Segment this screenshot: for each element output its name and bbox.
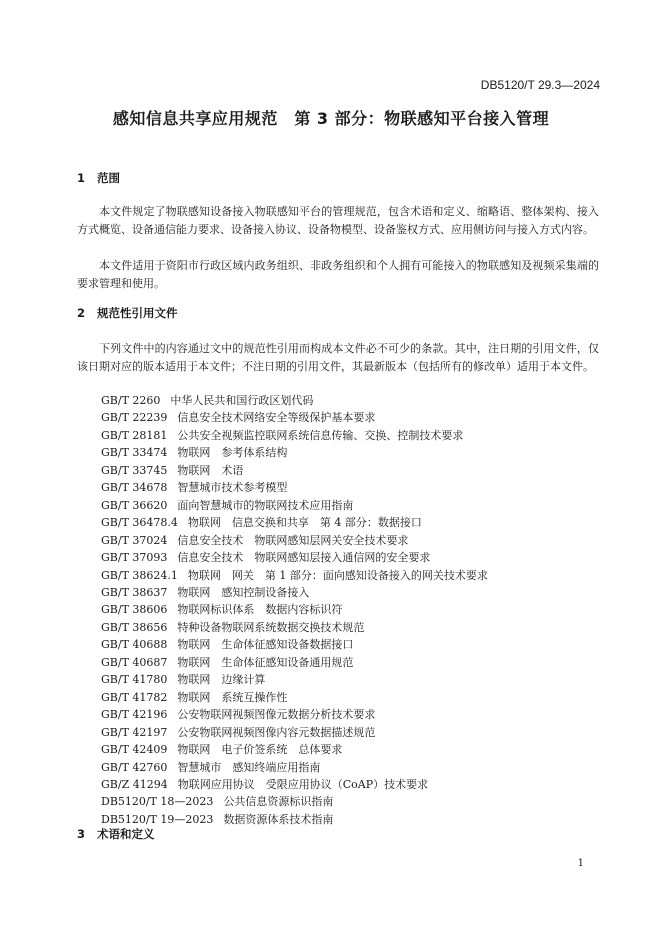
reference-item (101, 619, 488, 636)
reference-title: 物联网 参考体系结构 (177, 446, 288, 460)
reference-title: 公共安全视频监控联网系统信息传输、交换、控制技术要求 (177, 428, 464, 442)
section-heading-normative-references (77, 305, 178, 321)
standard-number: DB5120/T 29.3—2024 (480, 78, 600, 92)
section-number: 3 (77, 827, 86, 841)
document-title: 感知信息共享应用规范 第 3 部分：物联感知平台接入管理 (112, 109, 550, 128)
reference-item (101, 636, 488, 653)
reference-title: 物联网 术语 (177, 463, 244, 477)
reference-title: 物联网 感知控制设备接入 (177, 585, 310, 599)
reference-code: GB/T 40687 (101, 655, 168, 669)
reference-code: GB/T 22239 (101, 411, 168, 425)
section-heading-scope (77, 170, 120, 186)
reference-title: 信息安全技术 物联网感知层接入通信网的安全要求 (177, 551, 431, 565)
reference-item (101, 584, 488, 601)
reference-title: 物联网 生命体征感知设备数据接口 (177, 638, 354, 652)
reference-code: GB/T 28181 (101, 428, 168, 442)
reference-item (101, 654, 488, 671)
reference-code: GB/T 38624.1 (101, 568, 178, 582)
reference-item (101, 549, 488, 566)
reference-code: GB/T 42760 (101, 760, 168, 774)
reference-code: GB/T 42197 (101, 725, 168, 739)
section-title: 规范性引用文件 (97, 306, 178, 320)
reference-code: GB/T 34678 (101, 481, 168, 495)
reference-item (101, 671, 488, 688)
reference-title: 物联网 系统互操作性 (177, 690, 288, 704)
reference-code: GB/T 36620 (101, 498, 168, 512)
reference-code: GB/T 33745 (101, 463, 168, 477)
reference-code: GB/T 33474 (101, 446, 168, 460)
reference-title: 公安物联网视频图像元数据分析技术要求 (177, 708, 376, 722)
reference-item (101, 532, 488, 549)
reference-item (101, 776, 488, 793)
reference-title: 信息安全技术网络安全等级保护基本要求 (177, 411, 376, 425)
reference-item (101, 444, 488, 461)
reference-code: GB/T 37093 (101, 551, 168, 565)
reference-code: GB/T 42196 (101, 708, 168, 722)
reference-title: 信息安全技术 物联网感知层网关安全技术要求 (177, 533, 409, 547)
reference-item (101, 409, 488, 426)
reference-code: GB/T 37024 (101, 533, 168, 547)
reference-title: 中华人民共和国行政区划代码 (170, 394, 314, 407)
reference-title: 公安物联网视频图像内容元数据描述规范 (177, 725, 376, 739)
reference-code: GB/T 38606 (101, 603, 168, 617)
reference-item (101, 724, 488, 741)
reference-code: GB/T 42409 (101, 743, 168, 757)
reference-title: 物联网标识体系 数据内容标识符 (177, 603, 343, 617)
section-title: 范围 (97, 171, 120, 185)
reference-title: 物联网 网关 第 1 部分：面向感知设备接入的网关技术要求 (187, 568, 488, 582)
page-number: 1 (577, 858, 584, 869)
reference-code: GB/T 41782 (101, 690, 168, 704)
reference-item (101, 706, 488, 723)
reference-list (101, 392, 488, 828)
reference-item (101, 601, 488, 618)
reference-title: 物联网 生命体征感知设备通用规范 (177, 655, 354, 669)
reference-code: GB/T 38656 (101, 620, 168, 634)
reference-title: 物联网 边缘计算 (177, 673, 266, 687)
scope-paragraph-2: 本文件适用于资阳市行政区域内政务组织、非政务组织和个人拥有可能接入的物联感知及视频采集端的要求管理和使用。 (77, 259, 599, 290)
reference-item (101, 741, 488, 758)
reference-title: 物联网应用协议 受限应用协议（CoAP）技术要求 (177, 777, 429, 791)
reference-code: GB/T 41780 (101, 673, 168, 687)
reference-item (101, 514, 488, 531)
reference-item (101, 497, 488, 514)
reference-code: GB/T 2260 (101, 394, 161, 407)
reference-item (101, 793, 488, 810)
reference-title: 物联网 电子价签系统 总体要求 (177, 743, 343, 757)
reference-code: GB/T 36478.4 (101, 516, 178, 530)
reference-title: 智慧城市 感知终端应用指南 (177, 760, 321, 774)
section-heading-terms-definitions (77, 826, 155, 842)
reference-item (101, 479, 488, 496)
reference-item (101, 689, 488, 706)
references-intro-paragraph: 下列文件中的内容通过文中的规范性引用而构成本文件必不可少的条款。其中，注日期的引用文件，仅该日期对应的版本适用于本文件；不注日期的引用文件，其最新版本（包括所有的修改单）适用于本文件。 (77, 342, 599, 373)
reference-code: GB/T 40688 (101, 638, 168, 652)
reference-item (101, 759, 488, 776)
scope-paragraph-1: 本文件规定了物联感知设备接入物联感知平台的管理规范，包含术语和定义、缩略语、整体架构、接入方式概览、设备通信能力要求、设备接入协议、设备物模型、设备鉴权方式、应用侧访问与接入方式内容。 (77, 205, 599, 236)
reference-title: 数据资源体系技术指南 (223, 812, 334, 826)
section-title: 术语和定义 (97, 827, 155, 841)
reference-title: 物联网 信息交换和共享 第 4 部分：数据接口 (187, 516, 422, 530)
reference-code: GB/T 38637 (101, 585, 168, 599)
reference-title: 智慧城市技术参考模型 (177, 481, 288, 495)
reference-code: DB5120/T 19—2023 (101, 812, 214, 826)
reference-title: 面向智慧城市的物联网技术应用指南 (177, 498, 354, 512)
reference-item (101, 811, 488, 828)
reference-title: 公共信息资源标识指南 (223, 795, 334, 809)
reference-title: 特种设备物联网系统数据交换技术规范 (177, 620, 365, 634)
section-number: 2 (77, 306, 86, 320)
section-number: 1 (77, 171, 86, 185)
reference-item (101, 392, 488, 409)
reference-item (101, 427, 488, 444)
reference-code: DB5120/T 18—2023 (101, 795, 214, 809)
reference-code: GB/Z 41294 (101, 777, 168, 791)
reference-item (101, 462, 488, 479)
reference-item (101, 567, 488, 584)
